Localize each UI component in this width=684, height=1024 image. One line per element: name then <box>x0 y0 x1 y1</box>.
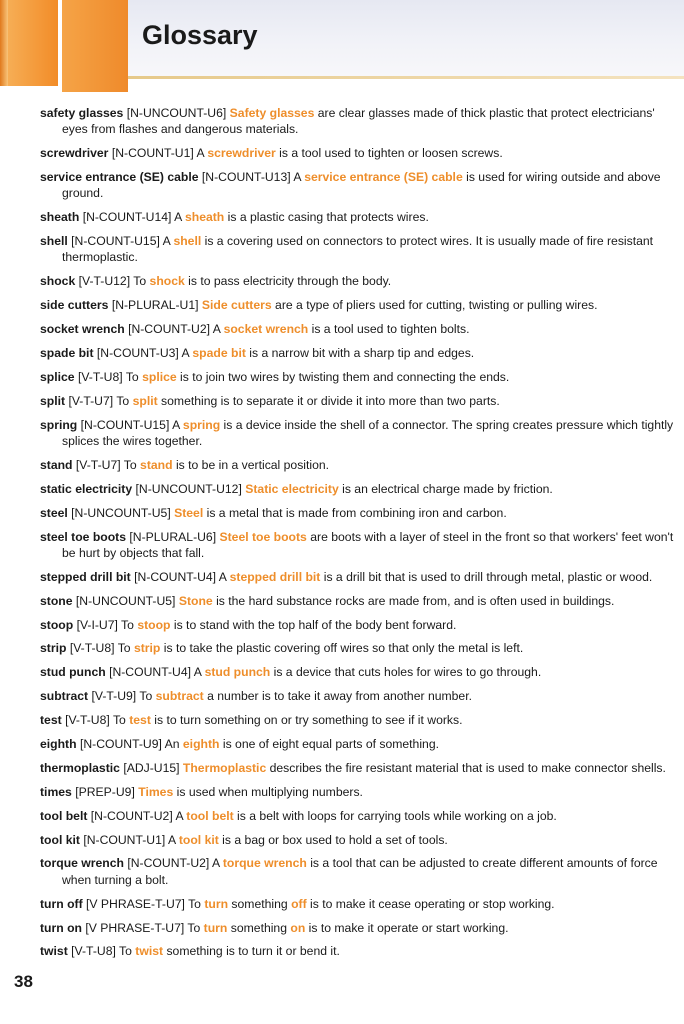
highlighted-term: turn <box>204 896 229 911</box>
glossary-entry <box>40 529 674 562</box>
definition-text: is to stand with the top half of the body bent forward. <box>170 617 457 632</box>
grammar-label: [V PHRASE-T-U7] <box>85 920 185 935</box>
glossary-entry <box>40 321 674 337</box>
definition-text: is to join two wires by twisting them and connecting the ends. <box>176 369 510 384</box>
glossary-term: splice <box>40 369 75 384</box>
definition-text: is a drill bit that is used to drill through metal, plastic or wood. <box>320 569 653 584</box>
glossary-entry <box>40 688 674 704</box>
glossary-entry <box>40 169 674 202</box>
glossary-term: twist <box>40 944 68 959</box>
grammar-label: [N-COUNT-U2] <box>127 856 210 871</box>
grammar-label: [N-UNCOUNT-U12] <box>135 481 242 496</box>
orange-tab-left <box>0 0 58 86</box>
definition-lead: A <box>193 665 205 680</box>
grammar-label: [N-UNCOUNT-U5] <box>75 593 176 608</box>
definition-text: a number is to take it away from another number. <box>203 689 472 704</box>
grammar-label: [N-COUNT-U3] <box>96 346 179 361</box>
glossary-term: steel <box>40 505 68 520</box>
glossary-term: steel toe boots <box>40 529 127 544</box>
definition-lead: A <box>181 346 193 361</box>
glossary-term: tool belt <box>40 808 88 823</box>
definition-text: is to be in a vertical position. <box>172 457 330 472</box>
definition-text: are clear glasses made of thick plastic that protect electricians' eyes from flashes and dangerous materials. <box>62 106 655 137</box>
glossary-entry <box>40 369 674 385</box>
glossary-entry <box>40 569 674 585</box>
grammar-label: [V-T-U8] <box>77 369 123 384</box>
glossary-term: screwdriver <box>40 146 109 161</box>
glossary-term: thermoplastic <box>40 760 120 775</box>
definition-text: is a covering used on connectors to protect wires. It is usually made of fire resistant thermoplastic. <box>62 234 654 265</box>
highlighted-term: Stone <box>178 593 213 608</box>
highlighted-term: socket wrench <box>223 322 309 337</box>
glossary-entry <box>40 297 674 313</box>
grammar-label: [N-COUNT-U2] <box>128 322 210 337</box>
header-tabs-decoration <box>0 0 128 92</box>
glossary-term: sheath <box>40 210 80 225</box>
highlighted-term: split <box>132 393 158 408</box>
highlighted-term: Side cutters <box>201 298 272 313</box>
highlighted-term: eighth <box>182 736 220 751</box>
glossary-term: service entrance (SE) cable <box>40 170 199 185</box>
definition-lead: An <box>164 736 183 751</box>
glossary-entry <box>40 760 674 776</box>
header-rule <box>128 76 684 79</box>
grammar-label: [V-T-U8] <box>71 944 116 959</box>
definition-lead: To <box>121 617 138 632</box>
glossary-entry <box>40 393 674 409</box>
highlighted-term: Steel <box>174 505 204 520</box>
highlighted-term: Times <box>138 784 174 799</box>
highlighted-term-particle: on <box>290 920 306 935</box>
definition-text: is a device inside the shell of a connector. The spring creates pressure which tightly splices the wires together. <box>62 417 674 448</box>
glossary-term: test <box>40 713 62 728</box>
orange-tab-edge <box>0 0 8 86</box>
glossary-term: tool kit <box>40 832 80 847</box>
glossary-term: side cutters <box>40 298 109 313</box>
grammar-label: [N-COUNT-U13] <box>201 170 291 185</box>
glossary-term: turn on <box>40 920 82 935</box>
glossary-term: times <box>40 784 72 799</box>
grammar-label: [N-COUNT-U15] <box>80 417 170 432</box>
definition-middle: something <box>228 896 292 911</box>
glossary-term: stud punch <box>40 665 106 680</box>
grammar-label: [V-I-U7] <box>76 617 118 632</box>
definition-lead: To <box>119 944 136 959</box>
definition-text: is a plastic casing that protects wires. <box>224 210 429 225</box>
highlighted-term: stepped drill bit <box>229 569 321 584</box>
glossary-term: stoop <box>40 617 74 632</box>
glossary-term: split <box>40 393 66 408</box>
grammar-label: [V-T-U8] <box>65 713 110 728</box>
definition-lead: To <box>112 713 130 728</box>
highlighted-term: spade bit <box>192 346 246 361</box>
definition-middle: something <box>227 920 291 935</box>
glossary-term: socket wrench <box>40 322 125 337</box>
highlighted-term: spring <box>182 417 221 432</box>
definition-lead: A <box>172 417 183 432</box>
highlighted-term: twist <box>135 944 164 959</box>
grammar-label: [N-COUNT-U2] <box>90 808 173 823</box>
definition-lead: To <box>123 457 141 472</box>
glossary-entry <box>40 712 674 728</box>
glossary-term: spring <box>40 417 78 432</box>
definition-lead: A <box>168 832 179 847</box>
glossary-entry <box>40 481 674 497</box>
glossary-entry <box>40 784 674 800</box>
grammar-label: [V PHRASE-T-U7] <box>86 896 185 911</box>
grammar-label: [N-COUNT-U14] <box>82 210 172 225</box>
page-number: 38 <box>14 972 33 991</box>
highlighted-term: Thermoplastic <box>182 760 267 775</box>
definition-text: is used when multiplying numbers. <box>173 784 363 799</box>
definition-text: describes the fire resistant material that is used to make connector shells. <box>266 760 666 775</box>
glossary-list <box>40 105 674 967</box>
glossary-entry <box>40 145 674 161</box>
glossary-term: eighth <box>40 736 77 751</box>
glossary-term: static electricity <box>40 481 133 496</box>
definition-lead: A <box>212 856 223 871</box>
glossary-term: shock <box>40 274 76 289</box>
grammar-label: [N-PLURAL-U1] <box>111 298 199 313</box>
grammar-label: [V-T-U12] <box>78 274 131 289</box>
glossary-entry <box>40 209 674 225</box>
definition-text: is a tool used to tighten bolts. <box>308 322 470 337</box>
definition-text: is a metal that is made from combining iron and carbon. <box>203 505 507 520</box>
glossary-term: stand <box>40 457 73 472</box>
definition-lead: To <box>117 641 134 656</box>
grammar-label: [N-COUNT-U1] <box>83 832 166 847</box>
definition-text: is a bag or box used to hold a set of tools. <box>218 832 448 847</box>
orange-tab-right <box>62 0 128 92</box>
highlighted-term: Static electricity <box>245 481 339 496</box>
glossary-term: turn off <box>40 896 83 911</box>
glossary-entry <box>40 593 674 609</box>
glossary-entry <box>40 617 674 633</box>
definition-lead: A <box>162 234 174 249</box>
definition-text: something is to separate it or divide it into more than two parts. <box>157 393 500 408</box>
highlighted-term: stoop <box>137 617 171 632</box>
glossary-entry <box>40 896 674 912</box>
definition-lead: A <box>196 146 208 161</box>
glossary-entry <box>40 417 674 450</box>
definition-text: is one of eight equal parts of something. <box>219 736 439 751</box>
glossary-entry <box>40 105 674 138</box>
definition-lead: To <box>133 274 150 289</box>
glossary-entry <box>40 233 674 266</box>
highlighted-term: torque wrench <box>222 856 307 871</box>
highlighted-term: shell <box>173 234 202 249</box>
grammar-label: [V-T-U7] <box>68 393 114 408</box>
definition-text: is a tool that can be adjusted to create different amounts of force when turning a bolt. <box>62 856 658 887</box>
grammar-label: [N-UNCOUNT-U5] <box>71 505 171 520</box>
definition-lead: A <box>175 808 187 823</box>
definition-lead: To <box>187 920 204 935</box>
glossary-term: shell <box>40 234 68 249</box>
grammar-label: [N-COUNT-U4] <box>134 569 217 584</box>
definition-lead: A <box>218 569 230 584</box>
highlighted-term: turn <box>203 920 228 935</box>
definition-text: is to pass electricity through the body. <box>184 274 392 289</box>
highlighted-term: service entrance (SE) cable <box>304 170 463 185</box>
grammar-label: [N-COUNT-U1] <box>111 146 194 161</box>
highlighted-term: test <box>129 713 151 728</box>
highlighted-term: subtract <box>155 689 204 704</box>
highlighted-term: Safety glasses <box>229 106 315 120</box>
glossary-entry <box>40 855 674 888</box>
page-title: Glossary <box>142 20 258 50</box>
definition-lead: A <box>174 210 185 225</box>
glossary-entry <box>40 457 674 473</box>
glossary-entry <box>40 664 674 680</box>
grammar-label: [PREP-U9] <box>75 784 135 799</box>
definition-lead: To <box>116 393 133 408</box>
definition-text: is to make it cease operating or stop working. <box>306 896 555 911</box>
grammar-label: [ADJ-U15] <box>123 760 180 775</box>
grammar-label: [V-T-U7] <box>75 457 121 472</box>
definition-text: are boots with a layer of steel in the front so that workers' feet won't be hurt by objects that fall. <box>62 529 674 560</box>
glossary-entry <box>40 640 674 656</box>
definition-text: is a belt with loops for carrying tools while working on a job. <box>233 808 557 823</box>
definition-text: something is to turn it or bend it. <box>163 944 340 959</box>
grammar-label: [V-T-U9] <box>91 689 137 704</box>
definition-lead: A <box>212 322 224 337</box>
glossary-entry <box>40 736 674 752</box>
glossary-entry <box>40 943 674 959</box>
definition-text: is a tool used to tighten or loosen screws. <box>275 146 503 161</box>
highlighted-term-particle: off <box>291 896 307 911</box>
definition-text: is the hard substance rocks are made from, and is often used in buildings. <box>212 593 615 608</box>
grammar-label: [N-PLURAL-U6] <box>129 529 217 544</box>
highlighted-term: tool kit <box>178 832 219 847</box>
glossary-term: stone <box>40 593 73 608</box>
definition-lead: To <box>125 369 143 384</box>
highlighted-term: tool belt <box>186 808 234 823</box>
definition-text: is an electrical charge made by friction. <box>338 481 553 496</box>
glossary-term: strip <box>40 641 67 656</box>
glossary-entry <box>40 505 674 521</box>
highlighted-term: stud punch <box>204 665 271 680</box>
glossary-term: stepped drill bit <box>40 569 131 584</box>
highlighted-term: strip <box>133 641 161 656</box>
definition-text: is to turn something on or try something to see if it works. <box>150 713 463 728</box>
glossary-term: subtract <box>40 689 89 704</box>
definition-lead: To <box>139 689 156 704</box>
highlighted-term: splice <box>142 369 177 384</box>
grammar-label: [N-UNCOUNT-U6] <box>126 106 227 120</box>
glossary-entry <box>40 345 674 361</box>
highlighted-term: screwdriver <box>207 146 276 161</box>
definition-text: is to take the plastic covering off wires so that only the metal is left. <box>160 641 524 656</box>
definition-text: is a device that cuts holes for wires to go through. <box>270 665 542 680</box>
highlighted-term: sheath <box>184 210 225 225</box>
glossary-term: spade bit <box>40 346 94 361</box>
highlighted-term: stand <box>140 457 173 472</box>
glossary-term: safety glasses <box>40 106 124 120</box>
glossary-entry <box>40 808 674 824</box>
definition-text: are a type of pliers used for cutting, twisting or pulling wires. <box>271 298 598 313</box>
grammar-label: [N-COUNT-U9] <box>79 736 162 751</box>
definition-text: is used for wiring outside and above ground. <box>62 170 661 201</box>
definition-lead: A <box>293 170 305 185</box>
definition-text: is to make it operate or start working. <box>305 920 509 935</box>
grammar-label: [N-COUNT-U15] <box>71 234 160 249</box>
glossary-term: torque wrench <box>40 856 124 871</box>
glossary-entry <box>40 273 674 289</box>
glossary-entry <box>40 920 674 936</box>
highlighted-term: Steel toe boots <box>219 529 307 544</box>
glossary-entry <box>40 832 674 848</box>
definition-lead: To <box>188 896 205 911</box>
highlighted-term: shock <box>149 274 185 289</box>
grammar-label: [N-COUNT-U4] <box>109 665 191 680</box>
definition-text: is a narrow bit with a sharp tip and edges. <box>245 346 475 361</box>
grammar-label: [V-T-U8] <box>69 641 115 656</box>
